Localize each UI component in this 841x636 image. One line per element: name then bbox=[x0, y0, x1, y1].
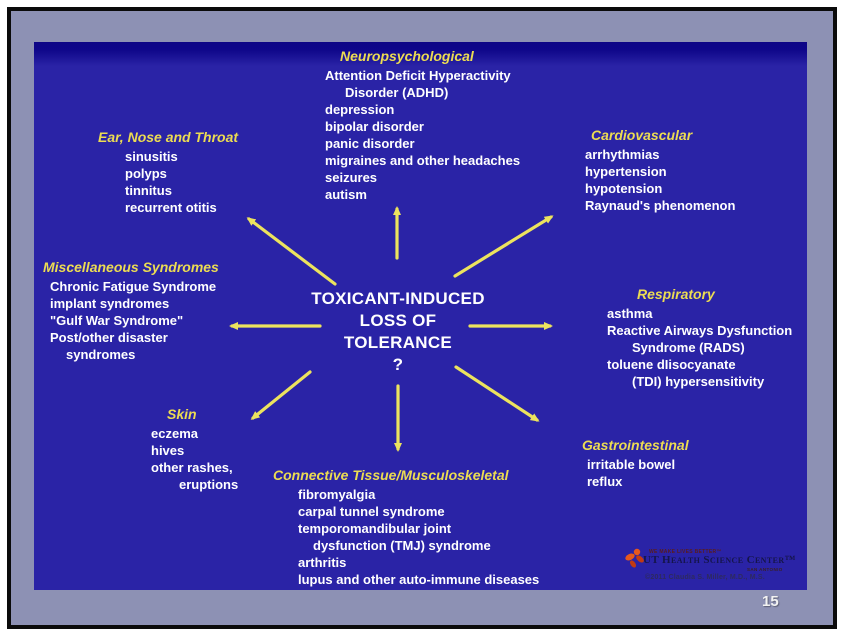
category-title: Neuropsychological bbox=[340, 48, 474, 64]
condition-item: (TDI) hypersensitivity bbox=[632, 374, 765, 389]
condition-item: dysfunction (TMJ) syndrome bbox=[313, 538, 491, 553]
condition-item: eczema bbox=[151, 426, 198, 441]
footer-branding bbox=[618, 546, 813, 588]
condition-item: Post/other disaster bbox=[50, 330, 168, 345]
category-miscellaneous-syndromes bbox=[43, 258, 219, 363]
condition-item: hives bbox=[151, 443, 185, 458]
category-neuropsychological bbox=[325, 47, 520, 203]
condition-item: autism bbox=[325, 187, 367, 202]
condition-item: bipolar disorder bbox=[325, 119, 424, 134]
condition-item: implant syndromes bbox=[50, 296, 170, 311]
condition-item: irritable bowel bbox=[587, 457, 676, 472]
condition-item: asthma bbox=[607, 306, 653, 321]
category-title: Skin bbox=[167, 406, 197, 422]
condition-item: depression bbox=[325, 102, 395, 117]
category-title: Ear, Nose and Throat bbox=[98, 129, 239, 145]
category-connective-tissue-musculoskeletal bbox=[273, 466, 539, 588]
condition-item: other rashes, bbox=[151, 460, 233, 475]
center-title-line: LOSS OF bbox=[359, 311, 437, 330]
condition-item: reflux bbox=[587, 474, 623, 489]
category-title: Miscellaneous Syndromes bbox=[43, 259, 219, 275]
category-gastrointestinal bbox=[582, 436, 689, 490]
condition-item: tinnitus bbox=[125, 183, 172, 198]
category-title: Cardiovascular bbox=[591, 127, 693, 143]
condition-item: fibromyalgia bbox=[298, 487, 376, 502]
condition-item: Reactive Airways Dysfunction bbox=[607, 323, 793, 338]
category-respiratory bbox=[607, 285, 792, 390]
condition-item: polyps bbox=[125, 166, 167, 181]
logo-org-name: UT Health Science Center™ bbox=[643, 554, 796, 566]
condition-item: Syndrome (RADS) bbox=[632, 340, 745, 355]
condition-item: arrhythmias bbox=[585, 147, 660, 162]
condition-item: panic disorder bbox=[325, 136, 415, 151]
center-title bbox=[298, 288, 498, 376]
condition-item: "Gulf War Syndrome" bbox=[50, 313, 184, 328]
category-ear-nose-throat bbox=[98, 128, 238, 216]
condition-item: eruptions bbox=[179, 477, 239, 492]
category-cardiovascular bbox=[583, 126, 735, 214]
condition-item: arthritis bbox=[298, 555, 347, 570]
condition-item: toluene dIisocyanate bbox=[607, 357, 736, 372]
condition-item: sinusitis bbox=[125, 149, 178, 164]
category-title: Connective Tissue/Musculoskeletal bbox=[273, 467, 509, 483]
category-skin bbox=[151, 405, 238, 493]
condition-item: lupus and other auto-immune diseases bbox=[298, 572, 540, 587]
copyright-line: ©2011 Claudia S. Miller, M.D., M.S. bbox=[645, 574, 765, 581]
condition-item: Disorder (ADHD) bbox=[345, 85, 449, 100]
center-question-mark: ? bbox=[392, 355, 404, 374]
category-title: Respiratory bbox=[637, 286, 715, 302]
condition-item: Attention Deficit Hyperactivity bbox=[325, 68, 511, 83]
logo-tagline: WE MAKE LIVES BETTER™ bbox=[649, 549, 722, 555]
condition-item: Chronic Fatigue Syndrome bbox=[50, 279, 217, 294]
condition-item: hypertension bbox=[585, 164, 667, 179]
page-number: 15 bbox=[762, 593, 779, 610]
condition-item: temporomandibular joint bbox=[298, 521, 452, 536]
condition-item: carpal tunnel syndrome bbox=[298, 504, 445, 519]
condition-item: syndromes bbox=[66, 347, 136, 362]
category-title: Gastrointestinal bbox=[582, 437, 689, 453]
condition-item: Raynaud's phenomenon bbox=[585, 198, 736, 213]
condition-item: recurrent otitis bbox=[125, 200, 217, 215]
center-title-line: TOLERANCE bbox=[343, 333, 453, 352]
condition-item: migraines and other headaches bbox=[325, 153, 521, 168]
logo-location: SAN ANTONIO bbox=[747, 567, 783, 572]
center-title-line: TOXICANT-INDUCED bbox=[311, 289, 485, 308]
condition-item: hypotension bbox=[585, 181, 663, 196]
condition-item: seizures bbox=[325, 170, 378, 185]
